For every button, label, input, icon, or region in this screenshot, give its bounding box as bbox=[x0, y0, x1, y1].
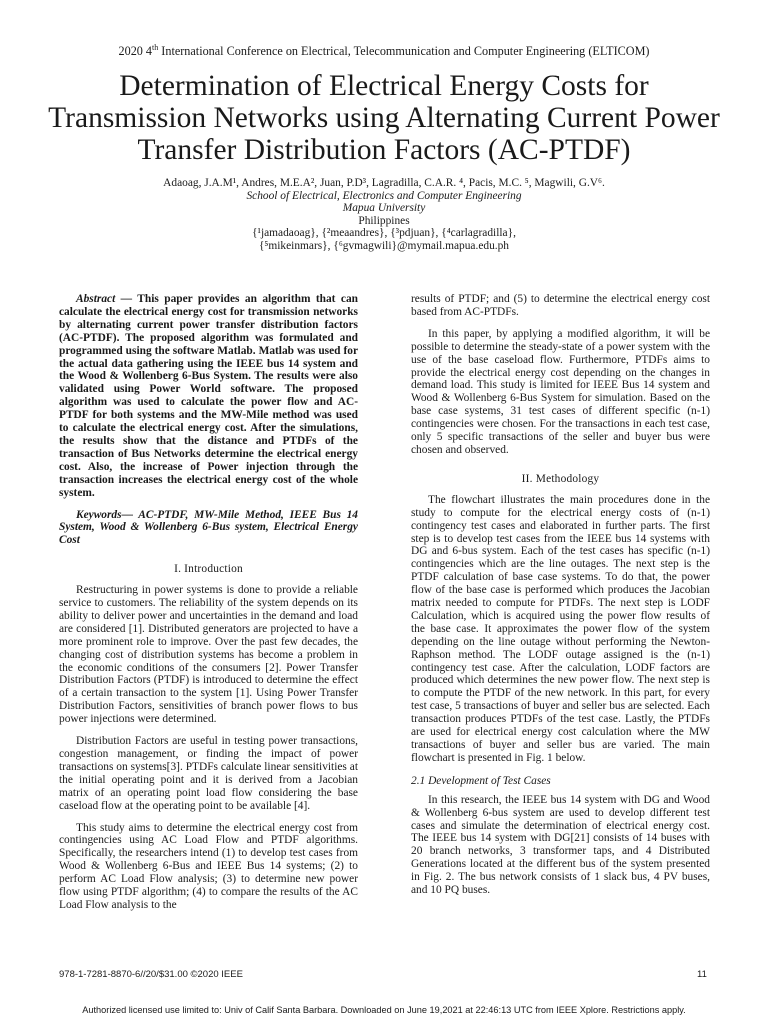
right-column bbox=[411, 293, 710, 897]
license-notice: Authorized licensed use limited to: Univ of Calif Santa Barbara. Downloaded on June 19,2021 at 22:46:13 UTC from IEEE Xplore. Restrictions apply. bbox=[82, 1005, 686, 1015]
intro-paragraph-1: Restructuring in power systems is done to provide a reliable service to customers. The reliability of the system depends on its ability to deliver power and uncertainties in the demand and load are considered [1]. Distributed generators are projected to have a more prominent role to improve. Over the past few decades, the changing cost of distribution systems has become a problem in the economic conditions of the consumers [2]. Power Transfer Distribution Factors (PTDF) is introduced to determine the effect of a certain transaction to the system [1]. Using Power Transfer Distribution Factors, sensitivities of branch power flows to bus power injections were determined. bbox=[59, 584, 358, 726]
subsection-paragraph: In this research, the IEEE bus 14 system with DG and Wood & Wollenberg 6-bus system are used to develop different test cases and simulate the determination of electrical energy cost. The IEEE bus 14 system with DG[21] consists of 14 buses with 20 branch networks, 3 transformer taps, and 4 Distributed Generations located at the different bus of the system presented in Fig. 2. The bus network consists of 1 slack bus, 4 PV buses, and 10 PQ buses. bbox=[411, 793, 710, 897]
footer-isbn: 978-1-7281-8870-6//20/$31.00 ©2020 IEEE bbox=[59, 969, 243, 980]
introduction-heading: I. Introduction bbox=[174, 563, 243, 576]
intro-paragraph-2: Distribution Factors are useful in testing power transactions, congestion management, or finding the impact of power transactions on systems[3]. PTDFs calculate linear sensitivities at the initial operating point and it is derived from a Jacobian matrix of an operating point load flow considering the base caseload flow at the operating point to be available [4]. bbox=[59, 735, 358, 812]
footer-page-number: 11 bbox=[697, 969, 707, 980]
scope-paragraph: In this paper, by applying a modified algorithm, it will be possible to determine the steady-state of a power system with the use of the base caseload flow. Furthermore, PTDFs aims to provide the electrical energy cost depending on the changes in demand load. This study is limited for IEEE Bus 14 system and Wood & Wollenberg 6-Bus System for simulation. Based on the base case systems, 31 test cases of different specific (n-1) contingencies were chosen. For the transactions in each test case, only 5 specific transactions of the seller and buyer bus were chosen and observed. bbox=[411, 327, 710, 456]
conference-suffix: International Conference on Electrical, Telecommunication and Computer Engineering (ELTICOM) bbox=[158, 44, 650, 59]
methodology-heading: II. Methodology bbox=[521, 472, 600, 485]
keywords bbox=[59, 509, 358, 548]
paper-title: Determination of Electrical Energy Costs for Transmission Networks using Alternating Current Power Transfer Distribution Factors (AC-PTDF) bbox=[48, 70, 720, 166]
author-emails-line2: {⁵mikeinmars}, {⁶gvmagwili}@mymail.mapua.edu.ph bbox=[258, 239, 510, 252]
author-university: Mapua University bbox=[342, 202, 426, 215]
methodology-paragraph: The flowchart illustrates the main procedures done in the study to compute for the electrical energy costs of (n-1) contingency test cases and elaborated in further parts. The first step is to develop test cases from the IEEE bus 14 systems with DG and 6-bus system. Each of the test cases has specific (n-1) contingencies which are the line outages. The next step is the PTDF calculation of base case systems. To do that, the power flow of the base case is performed which produces the Jacobian matrix needed to compute for PTDFs. The next step is LODF Calculation, which is acquired using the power flow results of the base case. It approximates the power flow of the system depending on the line outage without performing the Newton-Raphson method. The LODF outage assigned is the (n-1) contingency test case. After the calculation, LODF factors are produced which determines the new power flow. The next step is to compute the PTDF of the new network. In this part, for every test case, 5 transactions of buyer and seller bus are selected. Each transaction produces PTDFs of the test case. Lastly, the PTDFs are used for electrical energy cost calculation where the MW transactions of buyer and seller bus are varied. The main flowchart is presented in Fig. 1 below. bbox=[411, 493, 710, 764]
continuation-paragraph: results of PTDF; and (5) to determine the electrical energy cost based from AC-PTDFs. bbox=[411, 293, 710, 318]
author-names: Adaoag, J.A.M¹, Andres, M.E.A², Juan, P.D³, Lagradilla, C.A.R. ⁴, Pacis, M.C. ⁵, Magwili, G.V⁶. bbox=[163, 177, 605, 189]
abstract bbox=[59, 293, 358, 500]
conference-sup: th bbox=[152, 43, 159, 52]
abstract-text: This paper provides an algorithm that can calculate the electrical energy cost for transmission networks by alternating current power transfer distribution factors (AC-PTDF). The proposed algorithm was formulated and programmed using the software Matlab. Matlab was used for the actual data gathering using the IEEE bus 14 system and the Wood & Wollenberg 6-Bus System. The results were also validated using Power World software. The proposed algorithm was used to calculate the power flow and AC-PTDF for both systems and the MW-Mile method was used to calculate the electrical energy cost. After the simulations, the results show that the distance and PTDFs of the transaction of Bus Networks determine the electrical energy cost. Also, the increase of Power injection through the transaction increases the electrical energy cost of the whole system. bbox=[59, 293, 358, 499]
keywords-text: — AC-PTDF, MW-Mile Method, IEEE Bus 14 System, Wood & Wollenberg 6-Bus system, Electrical Energy Cost bbox=[59, 508, 358, 547]
abstract-label: Abstract bbox=[76, 293, 116, 305]
intro-paragraph-3: This study aims to determine the electrical energy cost from contingencies using AC Load Flow and PTDF algorithms. Specifically, the researchers intend (1) to develop test cases from Wood & Wollenberg 6-Bus and IEEE Bus 14 systems; (2) to perform AC Load Flow analysis; (3) to determine new power flow using PTDF algorithm; (4) to compare the results of the AC Load Flow analysis to the bbox=[59, 821, 358, 911]
subsection-heading: 2.1 Development of Test Cases bbox=[411, 774, 551, 787]
keywords-label: Keywords bbox=[76, 508, 122, 521]
author-country: Philippines bbox=[358, 214, 410, 227]
conference-header bbox=[0, 43, 768, 59]
author-block bbox=[84, 177, 684, 253]
abstract-dash: — bbox=[115, 293, 138, 305]
conference-prefix: 2020 4 bbox=[118, 44, 153, 59]
author-emails-line1: {¹jamadaoag}, {²meaandres}, {³pdjuan}, {⁴carlagradilla}, bbox=[252, 227, 516, 240]
left-column bbox=[59, 293, 358, 912]
author-school: School of Electrical, Electronics and Computer Engineering bbox=[246, 189, 522, 202]
